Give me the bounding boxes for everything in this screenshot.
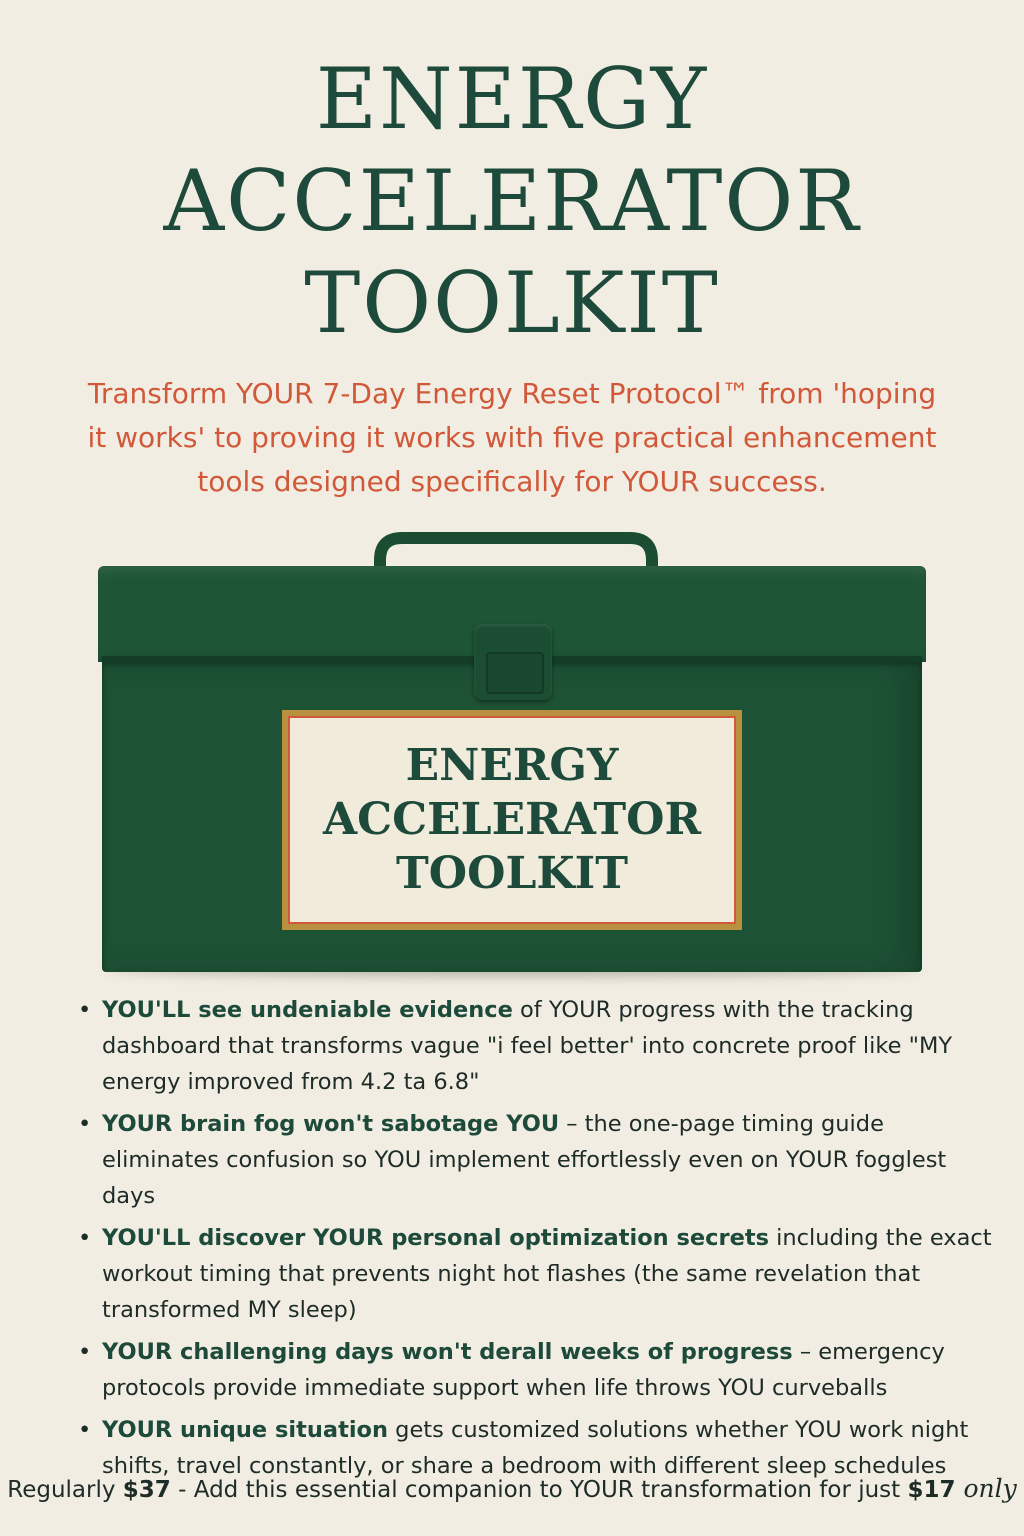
price-middle: - Add this essential companion to YOUR transformation for just xyxy=(170,1477,908,1503)
list-item xyxy=(72,1334,992,1406)
title-line: ACCELERATOR xyxy=(163,152,861,250)
toolbox-label xyxy=(282,710,742,930)
bullet-text: gets customized solutions whether YOU work night shifts, travel constantly, or share a bedroom with different sleep schedules xyxy=(102,1417,969,1479)
list-item xyxy=(72,1220,992,1328)
page-title xyxy=(0,48,1024,354)
price-line xyxy=(0,1474,1024,1503)
bullet-text: of YOUR progress with the tracking dashboard that transforms vague "i feel better' into concrete proof like "MY energy improved from 4.2 ta 6.8" xyxy=(102,997,953,1095)
latch-icon xyxy=(474,624,552,700)
bullet-bold: YOUR brain fog won't sabotage YOU xyxy=(102,1111,560,1137)
toolbox-label-text xyxy=(288,716,736,924)
bullet-bold: YOU'LL see undeniable evidence xyxy=(102,997,513,1023)
toolbox-illustration xyxy=(96,520,928,980)
bullet-bold: YOUR challenging days won't derall weeks of progress xyxy=(102,1339,793,1365)
label-line: TOOLKIT xyxy=(396,848,628,899)
list-item xyxy=(72,1106,992,1214)
list-item xyxy=(72,992,992,1100)
bullet-text: – the one-page timing guide eliminates confusion so YOU implement effortlessly even on YOUR fogglest days xyxy=(102,1111,947,1209)
subtitle-line: it works' to proving it works with five practical enhancement xyxy=(87,421,937,454)
sale-price: $17 xyxy=(907,1477,956,1503)
label-line: ACCELERATOR xyxy=(322,794,702,845)
subtitle-line: Transform YOUR 7-Day Energy Reset Protocol™ from 'hoping xyxy=(87,377,937,410)
benefits-list xyxy=(72,992,992,1490)
title-line: ENERGY xyxy=(315,50,709,148)
regular-price: $37 xyxy=(122,1477,171,1503)
bullet-bold: YOUR unique situation xyxy=(102,1417,389,1443)
price-suffix: only xyxy=(955,1474,1017,1503)
subtitle-line: tools designed specifically for YOUR success. xyxy=(197,465,827,498)
latch-plate xyxy=(486,652,544,694)
bullet-text: – emergency protocols provide immediate support when life throws YOU curveballs xyxy=(102,1339,945,1401)
bullet-bold: YOU'LL discover YOUR personal optimization secrets xyxy=(102,1225,769,1251)
subtitle xyxy=(60,372,964,504)
title-line: TOOLKIT xyxy=(304,254,720,352)
bullet-text: including the exact workout timing that prevents night hot flashes (the same revelation that transformed MY sleep) xyxy=(102,1225,992,1323)
price-prefix: Regularly xyxy=(7,1477,123,1503)
label-line: ENERGY xyxy=(405,740,619,791)
